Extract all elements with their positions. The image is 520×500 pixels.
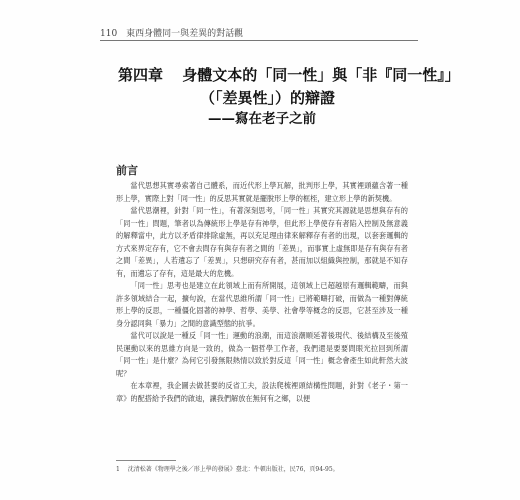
- header-rule: [100, 40, 418, 41]
- footnote-number: 1: [116, 466, 120, 473]
- running-title: 東西身體同一與差異的對話觀: [126, 29, 244, 39]
- page-number: 110: [100, 29, 118, 39]
- chapter-title-text: 身體文本的「同一性」與「非『同一性』」: [182, 66, 460, 84]
- chapter-title-line2: （「差異性」）的辯證: [200, 89, 336, 107]
- chapter-title-line1: [118, 64, 460, 85]
- footnote-text: 沈清松著《物理學之後／形上學的發展》臺北：牛頓出版社，民76，頁94-95。: [127, 466, 339, 473]
- paragraph-2: 當代思潮裡，針對「同一性」，有著深刻思考，「同一性」其實究其源就是思想與存有的「同一性」問題，筆者以為傳統形上學是存有神學，但此形上學使存有者陷入控制及無意義的解釋當中，此方以矛盾律排除虛無，再以充足理由律來解釋存有者的出現，以套套邏輯的方式來界定存有，它不會去問存有與存有者之間的「差異」，而事實上虛無即是存有與存有者之間「差異」，人若遺忘了「差異」，只想研究存有者，甚而加以組織與控制，那就是不知存有，而遺忘了存有，這是最大的危機。: [116, 206, 408, 278]
- paragraph-5: 在本章裡，我企圖去做甚要的反省工夫，設法爬梳裡頭結構性問題，針對《老子・第一章》的配搭給予我們的啟迪，讓我們解放在無何有之鄉，以便: [116, 381, 408, 403]
- chapter-number: 第四章: [118, 66, 164, 84]
- running-header: [100, 26, 243, 39]
- footnote: [116, 464, 416, 473]
- footnote-rule: [116, 460, 176, 461]
- section-heading: 前言: [116, 164, 138, 177]
- paragraph-1: 當代思想其實尋索著自己體系，而近代形上學瓦解，批判形上學，其實裡頭蘊含著一種形上學，實際上對「同一性」的反思其實就是擺脫形上學的框桎，建立形上學的新契機。: [116, 181, 408, 203]
- paragraph-3: 「同一性」思考也是建立在此領域上而有所開展，這領域上已超越原有邏輯範疇，而與許多領域結合一起，擴句說，在當代思維所謂「同一性」已將範疇打破，而做為一種對傳統形上學的反思，一種僵化固著的神學、哲學、美學、社會學等概念的反思，它甚至涉及一種身分認同與「暴力」之間的意識型態的抗爭。: [116, 281, 408, 328]
- body-text: [116, 180, 408, 405]
- chapter-subtitle: ——寫在老子之前: [208, 111, 316, 127]
- paragraph-4: 當代可以說是一種反「同一性」運動的浪潮，而這浪潮順延著後現代、後結構及至後殖民運動以來的思維方向是一致的，做為一個哲學工作者，我們還是要要問眼光拉回到所謂「同一性」是什麼？為何它引發無限熱情以致於對反這「同一性」概念會產生如此軒然大波呢？: [116, 331, 408, 378]
